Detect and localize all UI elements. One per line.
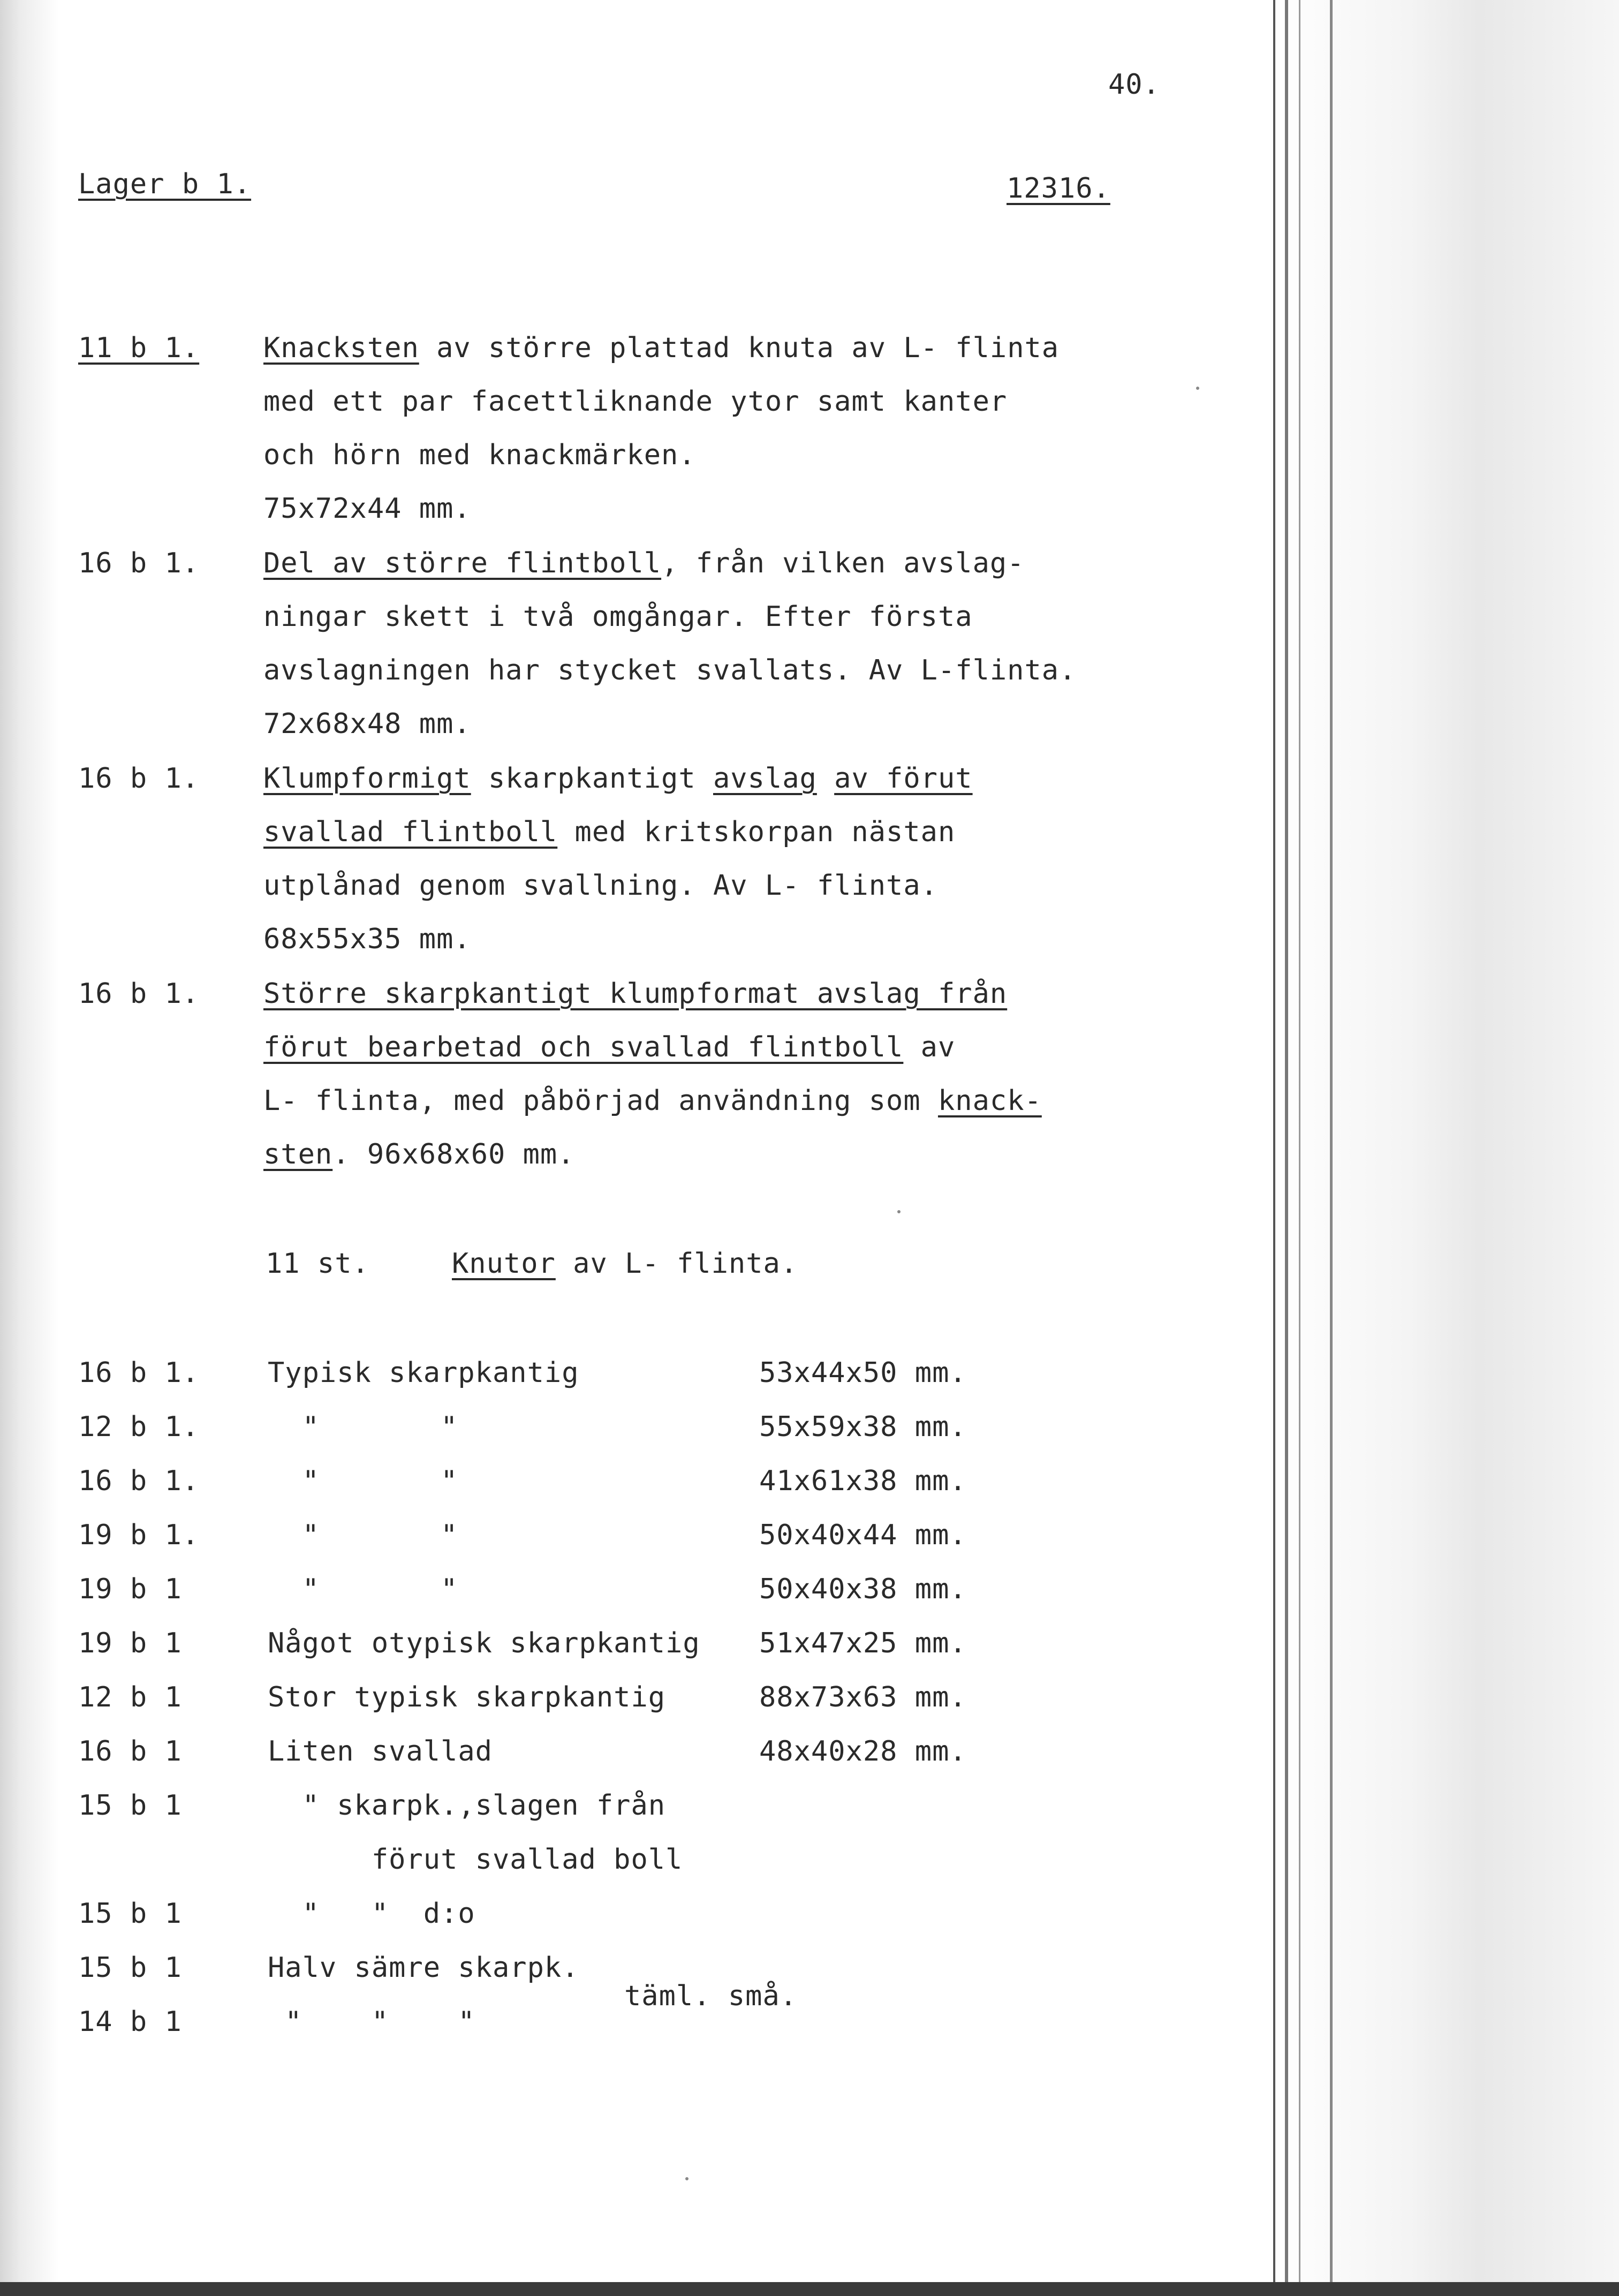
- table-layer-cell: 15 b 1: [78, 1789, 182, 1822]
- table-dims-cell: 48x40x28 mm.: [759, 1735, 967, 1768]
- table-desc-cell: " ": [268, 1573, 458, 1605]
- table-layer-cell: 19 b 1.: [78, 1519, 200, 1551]
- table-dims-cell: 50x40x44 mm.: [759, 1519, 967, 1551]
- entry-line: [263, 654, 1076, 686]
- table-dims-cell: 51x47x25 mm.: [759, 1627, 967, 1659]
- side-note: täml. små.: [624, 1980, 798, 2012]
- entry-text: av: [903, 1031, 956, 1063]
- entry-text: , från vilken avslag-: [661, 547, 1025, 579]
- entry-text: förut bearbetad och svallad flintboll: [263, 1031, 904, 1063]
- entry-text: 72x68x48 mm.: [263, 708, 471, 740]
- table-dims-cell: 41x61x38 mm.: [759, 1465, 967, 1497]
- scan-bottom-edge: [0, 2282, 1619, 2296]
- entry-text: Del av större flintboll: [263, 547, 662, 579]
- knutor-count: 11 st.: [266, 1248, 369, 1280]
- entry-layer: 16 b 1.: [78, 762, 200, 795]
- entry-line: [263, 1085, 1042, 1117]
- entry-text: L- flinta, med påbörjad användning som: [263, 1085, 938, 1117]
- table-desc-cell: förut svallad boll: [268, 1844, 683, 1876]
- table-desc-cell: " " d:o: [268, 1898, 475, 1930]
- knutor-title: Knutor: [452, 1248, 556, 1280]
- entry-layer: 11 b 1.: [78, 332, 200, 364]
- entry-line: [263, 1031, 955, 1063]
- table-dims-cell: 53x44x50 mm.: [759, 1357, 967, 1389]
- table-layer-cell: 14 b 1: [78, 2006, 182, 2038]
- table-layer-cell: 15 b 1: [78, 1952, 182, 1984]
- entry-text: skarpkantigt: [471, 762, 713, 795]
- table-layer-cell: 12 b 1: [78, 1681, 182, 1713]
- entry-text: Knacksten: [263, 332, 419, 364]
- entry-line: [263, 708, 471, 740]
- table-desc-cell: " skarpk.,slagen från: [268, 1789, 666, 1822]
- table-layer-cell: 16 b 1.: [78, 1465, 200, 1497]
- entry-text: avslag: [713, 762, 817, 795]
- entry-text: ningar skett i två omgångar. Efter första: [263, 601, 973, 633]
- entry-line: [263, 978, 1007, 1010]
- entry-line: [263, 870, 938, 902]
- entry-text: avslagningen har stycket svallats. Av L-flinta.: [263, 654, 1077, 686]
- table-dims-cell: 50x40x38 mm.: [759, 1573, 967, 1605]
- scan-shadow-left: [0, 0, 59, 2296]
- entry-text: av större plattad knuta av L- flinta: [419, 332, 1060, 364]
- entry-text: med kritskorpan nästan: [557, 816, 956, 848]
- page-number: 40.: [1108, 69, 1160, 101]
- table-desc-cell: Liten svallad: [268, 1735, 493, 1768]
- binding-line: [1299, 0, 1300, 2296]
- scan-speck: [1196, 387, 1199, 390]
- table-desc-cell: " " ": [268, 2006, 475, 2038]
- entry-text: och hörn med knackmärken.: [263, 439, 696, 471]
- knutor-rest: av L- flinta.: [555, 1248, 798, 1280]
- table-desc-cell: Något otypisk skarpkantig: [268, 1627, 700, 1659]
- table-layer-cell: 19 b 1: [78, 1573, 182, 1605]
- entry-line: [263, 439, 696, 471]
- table-layer-cell: 16 b 1: [78, 1735, 182, 1768]
- entry-text: sten: [263, 1138, 333, 1170]
- table-desc-cell: Typisk skarpkantig: [268, 1357, 579, 1389]
- entry-line: [263, 816, 955, 848]
- entry-line: [263, 547, 1025, 579]
- entry-text: 68x55x35 mm.: [263, 923, 471, 955]
- entry-text: svallad flintboll: [263, 816, 558, 848]
- table-layer-cell: 19 b 1: [78, 1627, 182, 1659]
- entry-line: [263, 493, 471, 525]
- entry-line: [263, 762, 973, 795]
- entry-layer: 16 b 1.: [78, 978, 200, 1010]
- entry-text: av förut: [834, 762, 973, 795]
- entry-text: med ett par facettliknande ytor samt kanter: [263, 386, 1008, 418]
- table-layer-cell: 15 b 1: [78, 1898, 182, 1930]
- entry-line: [263, 332, 1059, 364]
- entry-layer: 16 b 1.: [78, 547, 200, 579]
- entry-text: Större skarpkantigt klumpformat avslag från: [263, 978, 1008, 1010]
- catalog-number: 12316.: [1007, 172, 1110, 205]
- table-desc-cell: Stor typisk skarpkantig: [268, 1681, 666, 1713]
- scan-speck: [897, 1210, 901, 1213]
- page-binding-shadow: [1269, 0, 1619, 2296]
- scan-speck: [685, 2177, 689, 2180]
- entry-text: knack-: [937, 1085, 1042, 1117]
- table-desc-cell: " ": [268, 1411, 458, 1443]
- entry-text: 75x72x44 mm.: [263, 493, 471, 525]
- table-desc-cell: " ": [268, 1519, 458, 1551]
- entry-text: utplånad genom svallning. Av L- flinta.: [263, 870, 938, 902]
- binding-line: [1330, 0, 1333, 2296]
- table-desc-cell: Halv sämre skarpk.: [268, 1952, 579, 1984]
- knutor-heading: [452, 1248, 798, 1280]
- table-layer-cell: 16 b 1.: [78, 1357, 200, 1389]
- table-layer-cell: 12 b 1.: [78, 1411, 200, 1443]
- entry-text: [817, 762, 834, 795]
- table-dims-cell: 88x73x63 mm.: [759, 1681, 967, 1713]
- entry-text: . 96x68x60 mm.: [332, 1138, 575, 1170]
- table-desc-cell: " ": [268, 1465, 458, 1497]
- binding-line: [1285, 0, 1288, 2296]
- layer-header: Lager b 1.: [78, 168, 252, 200]
- entry-text: Klumpformigt: [263, 762, 471, 795]
- entry-line: [263, 601, 973, 633]
- entry-line: [263, 1138, 575, 1170]
- entry-line: [263, 923, 471, 955]
- binding-line: [1273, 0, 1275, 2296]
- table-dims-cell: 55x59x38 mm.: [759, 1411, 967, 1443]
- entry-line: [263, 386, 1007, 418]
